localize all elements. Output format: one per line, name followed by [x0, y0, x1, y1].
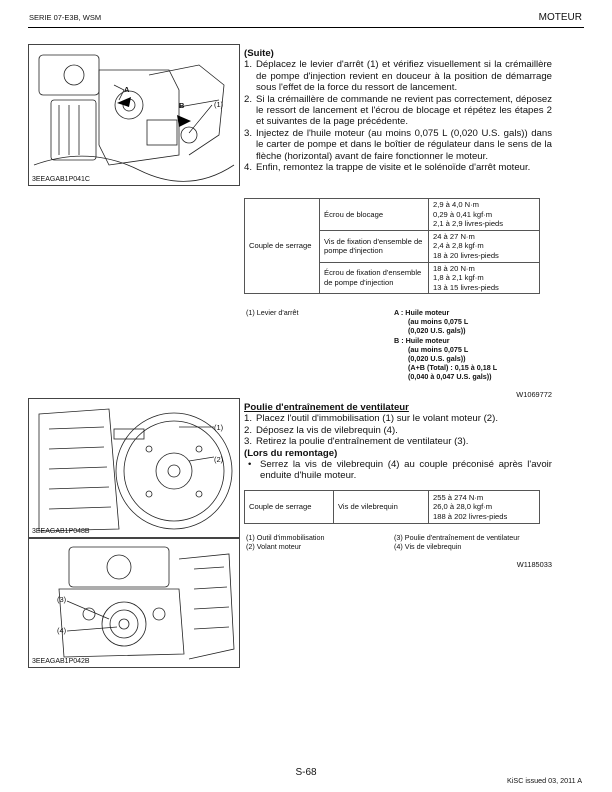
section1-steps [244, 59, 552, 173]
fig3-code: 3EEAGAB1P042B [32, 658, 90, 665]
fig1-code: 3EEAGAB1P041C [32, 176, 90, 183]
torque-table-2 [244, 490, 540, 524]
table-cell: 2,9 à 4,0 N·m 0,29 à 0,41 kgf·m 2,1 à 2,9 livres-pieds [429, 199, 540, 231]
list-item: 3. Injectez de l'huile moteur (au moins 0,075 L (0,020 U.S. gals)) dans le carter de pompe et dans le boîtier de régulateur dans le sens de la flèche (horizontal) avant de faire fonctionner le moteur. [244, 127, 552, 162]
table-label: Couple de serrage [245, 491, 334, 524]
legend-2-right: (3) Poulie d'entraînement de ventilateur (4) Vis de vilebrequin [394, 533, 520, 552]
list-item: 3. Retirez la poulie d'entraînement de ventilateur (3). [244, 436, 469, 448]
legend-1-left: (1) Levier d'arrêt [246, 308, 299, 317]
figure-injection-pump [28, 44, 240, 186]
fig1-label-1: (1) [214, 100, 224, 109]
list-item: 2. Déposez la vis de vilebrequin (4). [244, 424, 398, 436]
arrow-a-icon [117, 97, 131, 107]
page-number: S-68 [295, 767, 317, 778]
header-rule [28, 27, 584, 28]
table-cell: Vis de vilebrequin [334, 491, 429, 524]
table-cell: Écrou de fixation d'ensemble de pompe d'injection [320, 262, 429, 294]
section1-code: W1069772 [516, 390, 552, 399]
table-cell: Écrou de blocage [320, 199, 429, 231]
engine-illustration-2 [29, 399, 239, 537]
engine-illustration-1 [29, 45, 239, 185]
section2-subheading: (Lors du remontage) [244, 447, 338, 459]
table-cell: 18 à 20 N·m 1,8 à 2,1 kgf·m 13 à 15 livres-pieds [429, 262, 540, 294]
fig1-label-a: A [124, 85, 130, 94]
table-cell: Vis de fixation d'ensemble de pompe d'injection [320, 230, 429, 262]
section2-heading: Poulie d'entraînement de ventilateur [244, 402, 409, 413]
fig3-label-3: (3) [57, 595, 67, 604]
header-series: SERIE 07-E3B, WSM [29, 13, 102, 22]
bullet-icon: • [248, 459, 252, 471]
section2-steps [244, 413, 552, 447]
list-item: 1. Placez l'outil d'immobilisation (1) sur le volant moteur (2). [244, 413, 498, 425]
section2-code: W1185033 [516, 560, 552, 569]
fig2-label-2: (2) [214, 455, 224, 464]
issue-note: KiSC issued 03, 2011 A [507, 776, 582, 785]
table-label: Couple de serrage [245, 199, 320, 294]
section-fan-pulley [244, 402, 552, 482]
list-item: 1. Déplacez le levier d'arrêt (1) et vérifiez visuellement si la crémaillère de pompe d'injection revient en douceur à la position de démarrage sous l'effet de la force du ressort de lancement. [244, 59, 552, 94]
legend-1-right: A : Huile moteur (au moins 0,075 L (0,020 U.S. gals)) B : Huile moteur (au moins 0,075 L (0,020 U.S. gals)) (A+B (Total) : 0,15 à 0,18 L (0,040 à 0,047 U.S. gals)) [394, 308, 498, 382]
list-item: • Serrez la vis de vilebrequin (4) au couple préconisé après l'avoir enduite d'huile moteur. [248, 459, 552, 482]
table-cell: 255 à 274 N·m 26,0 à 28,0 kgf·m 188 à 202 livres-pieds [429, 491, 540, 524]
section-suite [244, 48, 552, 173]
list-item: 4. Enfin, remontez la trappe de visite et le solénoïde d'arrêt moteur. [244, 162, 531, 174]
table-cell: 24 à 27 N·m 2,4 à 2,8 kgf·m 18 à 20 livres-pieds [429, 230, 540, 262]
header-section: MOTEUR [538, 12, 582, 23]
section1-heading: (Suite) [244, 48, 274, 59]
table-row [245, 199, 540, 231]
torque-table-1 [244, 198, 540, 294]
fig2-code: 3EEAGAB1P048B [32, 528, 90, 535]
fig1-label-b: B [179, 101, 185, 110]
fig3-label-4: (4) [57, 626, 67, 635]
arrow-b-icon [177, 115, 191, 127]
figure-flywheel [28, 398, 240, 538]
list-item: 2. Si la crémaillère de commande ne revient pas correctement, déposez le ressort de lancement et l'écrou de blocage et répétez les étapes 2 et suivantes de la page précédente. [244, 93, 552, 128]
figure-fan-pulley [28, 538, 240, 668]
legend-2-left: (1) Outil d'immobilisation (2) Volant moteur [246, 533, 325, 552]
fig2-label-1: (1) [214, 423, 224, 432]
table-row [245, 491, 540, 524]
